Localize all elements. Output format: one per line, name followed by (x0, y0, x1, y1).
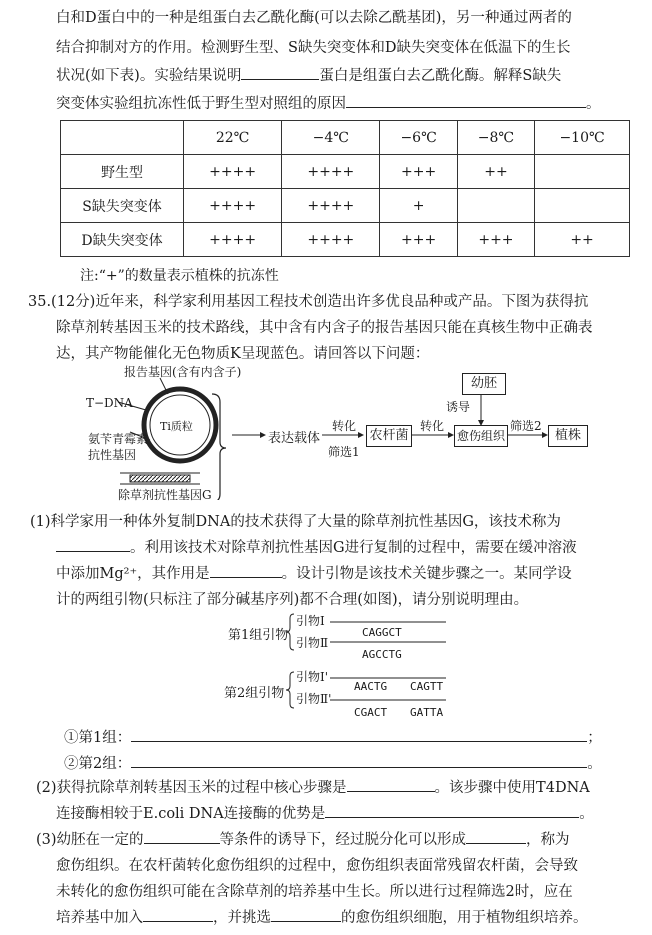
table-row-label: D缺失突变体 (61, 223, 184, 257)
brace (286, 672, 294, 708)
p2-line-1 (36, 776, 590, 800)
primer-2b-label: 引物Ⅱ' (296, 692, 332, 706)
answer-blank[interactable] (241, 65, 319, 80)
p3-line-4-b: ，并挑选 (213, 910, 271, 926)
embryo-box: 幼胚 (462, 373, 506, 395)
answer-group-2-end: 。 (587, 756, 602, 772)
tdna-label: T−DNA (86, 396, 133, 410)
primer-2-seq: AGCCTG (362, 648, 402, 661)
p3-line-4-a: 培养基中加入 (56, 910, 143, 926)
arrowhead (260, 432, 266, 438)
primer-2b-seq-a: CGACT (354, 706, 388, 719)
table-header-cell: 22℃ (184, 121, 282, 155)
table-header-cell: −6℃ (380, 121, 457, 155)
answer-blank[interactable] (325, 803, 579, 818)
table-header-cell: −8℃ (457, 121, 534, 155)
brace (286, 614, 294, 650)
induce-label: 诱导 (446, 400, 471, 414)
answer-blank[interactable] (346, 93, 586, 108)
p1-line-3-b: 。设计引物是该技术关键步骤之一。某同学设 (281, 566, 572, 582)
answer-blank[interactable] (143, 907, 213, 922)
p1-line-2-text: 。利用该技术对除草剂抗性基因G进行复制的过程中，需要在缓冲溶液 (130, 540, 577, 556)
primer-2b-seq-b: GATTA (410, 706, 444, 719)
answer-blank[interactable] (347, 777, 435, 792)
p3-line-3: 未转化的愈伤组织可能在含除草剂的培养基中生长。所以进行过程筛选2时，应在 (56, 884, 573, 900)
intro-line-3-b: 蛋白是组蛋白去乙酰化酶。解释S缺失 (319, 68, 562, 84)
table-header-cell: −10℃ (535, 121, 630, 155)
table-cell: +++ (457, 223, 534, 257)
answer-group-1 (64, 726, 602, 750)
answer-group-1-label: ①第1组： (64, 730, 132, 746)
intro-line-4-b: 。 (586, 96, 601, 112)
table-cell: ++++ (184, 223, 282, 257)
arrowhead (358, 432, 364, 438)
primer-1b-seq-b: CAGTT (410, 680, 444, 693)
plant-box: 植株 (548, 425, 588, 447)
p3-line-1-b: 等条件的诱导下，经过脱分化可以形成 (219, 832, 467, 848)
intro-line-3-a: 状况(如下表)。实验结果说明 (56, 68, 242, 84)
answer-group-2-label: ②第2组： (64, 756, 132, 772)
screen-label-1: 筛选1 (328, 445, 360, 459)
callus-box: 愈伤组织 (454, 425, 508, 447)
primer-lines (0, 600, 652, 730)
table-cell (457, 189, 534, 223)
primer-1b-seq-a: AACTG (354, 680, 388, 693)
transform-label-1: 转化 (332, 419, 357, 433)
table-cell: ++ (535, 223, 630, 257)
p3-line-1-c: ，称为 (526, 832, 570, 848)
primer-1-label: 引物Ⅰ (296, 614, 325, 628)
answer-group-2 (64, 752, 602, 776)
answer-blank[interactable] (56, 537, 130, 552)
table-cell: ++++ (184, 189, 282, 223)
table-cell: +++ (380, 155, 457, 189)
table-row (61, 155, 630, 189)
amp-label-1: 氨苄青霉素 (88, 432, 149, 446)
primer-2-label: 引物Ⅱ (296, 636, 329, 650)
p1-line-1: (1)科学家用一种体外复制DNA的技术获得了大量的除草剂抗性基因G，该技术称为 (30, 514, 561, 530)
table-cell: ++ (457, 155, 534, 189)
reporter-gene-label: 报告基因(含有内含子) (124, 365, 242, 379)
agrobacterium-box: 农杆菌 (366, 425, 412, 447)
amp-label-2: 抗性基因 (88, 448, 137, 462)
table-cell (535, 189, 630, 223)
table-header-cell: −4℃ (282, 121, 380, 155)
intro-line-4-a: 突变体实验组抗冻性低于野生型对照组的原因 (56, 96, 346, 112)
q35-line-2: 除草剂转基因玉米的技术路线，其中含有内含子的报告基因只能在真核生物中正确表 (56, 320, 593, 336)
table-cell: ++++ (184, 155, 282, 189)
primer-group-2-label: 第2组引物 (224, 686, 285, 701)
p3-line-1 (36, 828, 570, 852)
table-row (61, 223, 630, 257)
p3-line-1-a: (3)幼胚在一定的 (36, 832, 144, 848)
p1-line-3 (56, 562, 572, 586)
p2-line-2 (56, 802, 594, 826)
transform-label-2: 转化 (420, 419, 445, 433)
answer-blank[interactable] (144, 829, 220, 844)
table-header-row (61, 121, 630, 155)
gene-g-bar (130, 475, 190, 482)
table-cell (535, 155, 630, 189)
table-header-cell (61, 121, 184, 155)
intro-line-4 (56, 92, 601, 116)
table-cell: ++++ (282, 223, 380, 257)
primer-1-seq: CAGGCT (362, 626, 402, 639)
p2-line-1-a: (2)获得抗除草剂转基因玉米的过程中核心步骤是 (36, 780, 347, 796)
intro-line-3 (56, 64, 561, 88)
q35-line-3: 达，其产物能催化无色物质K呈现蓝色。请回答以下问题： (56, 346, 430, 362)
p1-line-2 (56, 536, 577, 560)
p1-line-3-a: 中添加Mg²⁺，其作用是 (56, 566, 210, 582)
intro-line-1: 白和D蛋白中的一种是组蛋白去乙酰化酶(可以去除乙酰基团)，另一种通过两者的 (56, 10, 572, 26)
answer-group-1-end: ； (587, 730, 602, 746)
table-note: 注:“+”的数量表示植株的抗冻性 (80, 268, 279, 284)
p3-line-2: 愈伤组织。在农杆菌转化愈伤组织的过程中，愈伤组织表面常残留农杆菌，会导致 (56, 858, 578, 874)
p2-line-2-b: 。 (579, 806, 594, 822)
table-cell: ++++ (282, 189, 380, 223)
answer-blank[interactable] (466, 829, 526, 844)
p3-line-4 (56, 906, 588, 930)
answer-blank[interactable] (131, 753, 587, 768)
table-row-label: 野生型 (61, 155, 184, 189)
table-cell: ++++ (282, 155, 380, 189)
q35-line-1: 35.(12分)近年来，科学家利用基因工程技术创造出许多优良品种或产品。下图为获得抗 (28, 294, 589, 310)
primer-group-1-label: 第1组引物 (228, 628, 289, 643)
table-cell: +++ (380, 223, 457, 257)
plasmid-label: Ti质粒 (160, 420, 193, 433)
cold-tolerance-table (60, 120, 630, 257)
table-row (61, 189, 630, 223)
answer-blank[interactable] (210, 563, 282, 578)
p2-line-2-a: 连接酶相较于E.coli DNA连接酶的优势是 (56, 806, 326, 822)
screen-label-2: 筛选2 (510, 419, 542, 433)
primer-1b-label: 引物Ⅰ' (296, 670, 329, 684)
answer-blank[interactable] (271, 907, 341, 922)
table-cell: + (380, 189, 457, 223)
vector-label: 表达载体 (268, 431, 321, 446)
answer-blank[interactable] (131, 727, 587, 742)
p1-line-4: 计的两组引物(只标注了部分碱基序列)都不合理(如图)，请分别说明理由。 (56, 592, 529, 608)
gene-g-label: 除草剂抗性基因G (118, 488, 212, 502)
intro-line-2: 结合抑制对方的作用。检测野生型、S缺失突变体和D缺失突变体在低温下的生长 (56, 40, 571, 56)
p2-line-1-b: 。该步骤中使用T4DNA (434, 780, 590, 796)
p3-line-4-c: 的愈伤组织细胞，用于植物组织培养。 (341, 910, 588, 926)
table-row-label: S缺失突变体 (61, 189, 184, 223)
